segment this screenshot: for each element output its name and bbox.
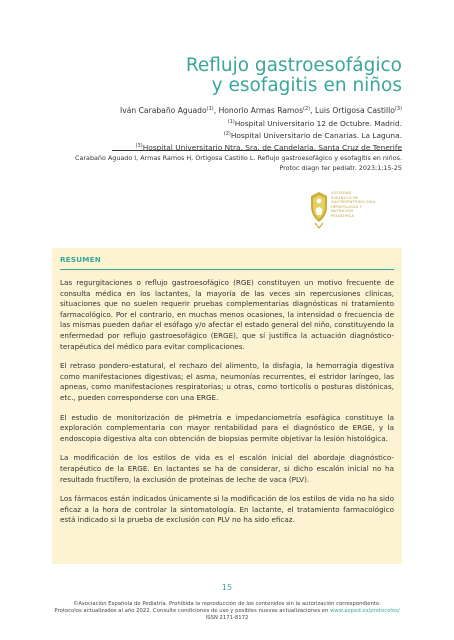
author-3-sup: (3) [394,106,402,112]
summary-paragraph-4: La modificación de los estilos de vida es el escalón inicial del abordaje diagnóstico-terapéutico de la ERGE. En lactantes se ha de considerar, si dicho escalón inicial no ha resultado fructífero, la exclusión de proteínas de leche de vaca (PLV). [60,453,394,484]
title-line-2: y esofagitis en niños [211,75,402,96]
seghnp-logo [307,190,407,230]
summary-heading: RESUMEN [60,255,101,264]
citation-line-2: Protoc diagn ter pediatr. 2023;1:15-25 [279,163,402,172]
page-number: 15 [221,583,233,592]
citation-block [75,154,402,173]
logo-emblem-icon [307,190,331,230]
author-3: Luis Ortigosa Castillo [314,106,395,115]
footer-copyright: ©Asociación Española de Pediatría. Prohibida la reproducción de los contenidos sin la autorización correspondiente. [73,601,381,607]
header-divider [112,150,402,151]
summary-paragraph-2: El retraso pondero-estatural, el rechazo del alimento, la disfagia, la hemorragia digestiva como manifestaciones digestivas; el asma, neumonías recurrentes, el estridor laríngeo, las apneas, como manifestaciones respiratorias; u otras, como torticolis o posturas distónicas, etc., pueden corresponderse con una ERGE. [60,361,394,402]
authors-block [120,104,402,153]
author-2-sup: (2) [303,106,311,112]
article-title [186,56,402,96]
summary-paragraph-3: El estudio de monitorización de pHmetría e impedanciometría esofágica constituye la exploración complementaria con mayor rentabilidad para el diagnóstico de ERGE, y la endoscopia digestiva alta con obtención de biopsias permite objetivar la lesión histológica. [60,412,394,443]
summary-paragraph-5: Los fármacos están indicados únicamente si la modificación de los estilos de vida no ha sido eficaz a la hora de controlar la sintomatología. En lactante, el tratamiento farmacológico está indicado si la prueba de exclusión con PLV no ha sido eficaz. [60,494,394,525]
protocols-link[interactable]: www.aeped.es/protocolos/ [330,608,400,615]
author-sep: , [310,106,315,115]
author-1: Iván Carabaño Aguado [120,106,207,115]
logo-text: SOCIEDAD ESPAÑOLA DE GASTROENTEROLOGÍA HEPATOLOGÍA Y NUTRICIÓN PEDIÁTRICA [331,191,376,218]
author-2: Honorio Armas Ramos [218,106,304,115]
summary-box [52,248,402,564]
footer-update-note: Protocolos actualizados al año 2022. Consulte condiciones de uso y posibles nuevas actualizaciones en www.aeped.es/protocolos/ [54,608,400,615]
summary-paragraph-1: Las regurgitaciones o reflujo gastroesofágico (RGE) constituyen un motivo frecuente de consulta médica en los lactantes, la mayoría de las veces sin repercusiones clínicas, situaciones que no suelen requerir pruebas complementarias diagnósticas ni tratamiento farmacológico. Por el contrario, en muchas menos ocasiones, la intensidad o frecuencia de las mismas pueden dañar el esófago y/o afectar el estado general del niño, constituyendo la enfermedad por reflujo gastroesofágico (ERGE), que sí justifica la actuación diagnóstico-terapéutica del médico para evitar complicaciones. [60,278,394,351]
summary-body [52,270,402,526]
author-names [120,104,402,116]
page-footer [0,601,454,623]
affiliation-3: $^{(3)}$Hospital Universitario Ntra. Sra. de Candelaria. Santa Cruz de Tenerife [135,143,402,152]
citation-line-1: Carabaño Aguado I, Armas Ramos H, Ortigosa Castillo L. Reflujo gastroesofágico y esofagitis en niños. [75,154,402,162]
affiliation-2: $^{(2)}$Hospital Universitario de Canarias. La Laguna. [223,131,402,140]
title-line-1: Reflujo gastroesofágico [185,55,402,76]
author-1-sup: (1) [206,106,214,112]
affiliation-1: $^{(1)}$Hospital Universitario 12 de Octubre. Madrid. [227,119,402,128]
footer-issn: ISSN 2171-8172 [205,615,249,622]
author-sep: , [213,106,219,115]
